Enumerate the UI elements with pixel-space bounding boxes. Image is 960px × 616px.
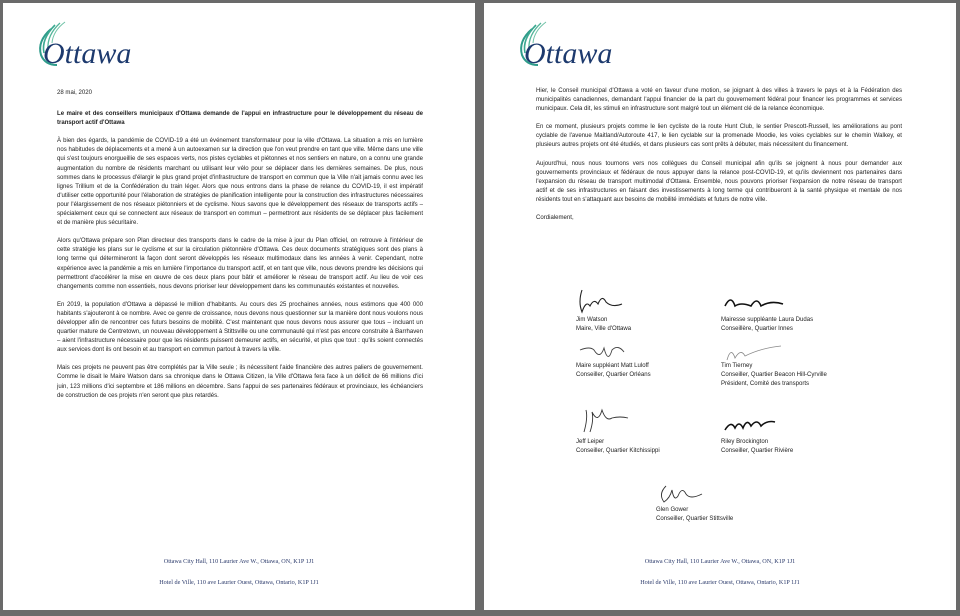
signature-block	[576, 406, 660, 456]
paragraph: Mais ces projets ne peuvent pas être complétés par la Ville seule ; ils nécessitent l'aide financière des autres paliers de gouvernement. Comme le disait le Maire Watson dans sa chronique dans le Ottawa Citizen, la Ville d'Ottawa fera face à un déficit de 66 millions d'ici juin, 123 millions d'ici septembre et 186 millions en décembre. Sans l'appui de ses partenaires fédéraux et provinciaux, les échéanciers de construction de ces projets n'en seront que plus retardés.	[57, 365, 423, 399]
signatory-name: Riley Brockington	[721, 439, 769, 445]
signature-block	[721, 288, 813, 334]
svg-text:Ottawa: Ottawa	[43, 37, 132, 69]
signatory-name: Mairesse suppléante Laura Dudas	[721, 317, 814, 323]
paragraph: À bien des égards, la pandémie de COVID-19 a été un événement transformateur pour la ville d'Ottawa. La situation a mis en lumière nos habitudes de déplacements et a mené à un autoexamen sur la direction que l'on veut prendre en tant que ville. Même dans une ville qui s'est toujours enorgueillie de ses espaces verts, nos pistes cyclables et piétonnes et nos sentiers en nature, on a connu une grande augmentation du nombre de résidents marchant ou utilisant leur vélo pour se déplacer dans les dernières semaines. De plus, nous sommes dans le processus d'élargir le plus grand projet d'infrastructure de transport en commun que la Ville n'ait jamais connu avec les lignes Trillium et de la Confédération du train léger. Alors que nous entrons dans la phase de relance du COVID-19, il est impératif d'utiliser cette opportunité pour l'élaboration de stratégies de planification intelligente pour la construction des infrastructures nécessaires pour l'élargissement de nos réseaux piétonniers et de cyclisme. Nous savons que le développement des réseaux de transports actifs – spécialement ceux qui se connectent aux réseaux de transport en commun – permettront aux résidents de se déplacer plus facilement et de manière plus sécuritaire.	[57, 138, 423, 227]
signatory-title: Président, Comité des transports	[721, 381, 810, 388]
signature-icon	[721, 288, 791, 316]
signature-icon	[721, 340, 791, 362]
ottawa-logo	[510, 21, 640, 69]
signatory-name: Glen Gower	[656, 507, 689, 513]
signatory-title: Conseiller, Quartier Stittsville	[656, 516, 734, 523]
closing: Cordialement,	[536, 215, 574, 222]
signature-icon	[576, 288, 646, 316]
footer-address-en: Ottawa City Hall, 110 Laurier Ave W., Ottawa, ON, K1P 1J1	[163, 558, 315, 565]
paragraph: Aujourd'hui, nous nous tournons vers nos collègues du Conseil municipal afin qu'ils se joignent à nous pour demander aux gouvernements provinciaux et fédéraux de nous appuyer dans la relance post-COVID-19, et qu'ils deviennent nos partenaires dans l'expansion du réseau de transport multimodal d'Ottawa. Ensemble, nous pouvons prioriser l'expansion de notre réseau de transport actif et de ses infrastructures en faisant des investissements à long terme qui contribueront à la santé physique et mentale de nos résidents tout en s'attaquant aux besoins de mobilité immédiats et futurs de notre ville.	[536, 160, 902, 203]
signature-icon	[656, 480, 726, 506]
letter-title: Le maire et des conseillers municipaux d'Ottawa demande de l'appui en infrastructure pour le développement du réseau de transport actif d'Ottawa	[57, 111, 423, 127]
signatory-name: Maire suppléant Matt Luloff	[576, 363, 649, 369]
signatory-title: Conseiller, Quartier Beacon Hill-Cyrville	[721, 372, 827, 379]
ottawa-logo	[29, 21, 159, 69]
footer-address-fr: Hotel de Ville, 110 ave Laurier Ouest, Ottawa, Ontario, K1P 1J1	[640, 579, 800, 586]
signatory-title: Conseiller, Quartier Kitchissippi	[576, 448, 660, 455]
ottawa-swoosh-icon	[510, 21, 640, 69]
signature-icon	[576, 340, 646, 362]
paragraph: Alors qu'Ottawa prépare son Plan directeur des transports dans le cadre de la mise à jour du Plan officiel, on retrouve à l'intérieur de cette stratégie les plans sur le cyclisme et sur la circulation piétonnière d'Ottawa. Ces deux documents stratégiques sont des plans à long terme qui détermineront la façon dont seront développés les réseaux multimodaux dans les années à venir. Cependant, notre expérience avec la pandémie a mis en lumière l'importance du transport actif, et en tant que ville, nous devons prendre les décisions qui permettront d'accélérer la mise en œuvre de ces deux plans pour bâtir et améliorer le réseau de transport actif. Au lieu de voir ces changements comme non essentiels, nous devons prioriser leur développement dans les communautés existantes et nouvelles.	[57, 238, 423, 290]
signatory-title: Conseillère, Quartier Innes	[721, 326, 793, 333]
signature-block	[656, 480, 733, 524]
letter-page-2	[484, 3, 956, 610]
paragraph: En ce moment, plusieurs projets comme le lien cycliste de la route Hunt Club, le sentier Prescott-Russell, les améliorations au pont cyclable de l'avenue Maitland/Autoroute 417, le lien cyclable sur la promenade Moodie, les voies cyclables sur le chemin Walkey, et plusieurs autres projets ont été étudiés, et dans plusieurs cas sont prêts à débuter, mais nécessitent du financement.	[536, 124, 902, 149]
signatory-name: Jeff Leiper	[576, 439, 605, 445]
svg-text:Ottawa: Ottawa	[524, 37, 613, 69]
footer-address-fr: Hotel de Ville, 110 ave Laurier Ouest, Ottawa, Ontario, K1P 1J1	[159, 579, 319, 586]
signature-block	[721, 412, 793, 456]
ottawa-swoosh-icon	[29, 21, 159, 69]
signature-icon	[576, 406, 646, 438]
signature-block	[576, 340, 651, 380]
signatory-name: Tim Tierney	[721, 363, 753, 369]
letter-body	[536, 87, 902, 243]
signatory-title: Conseiller, Quartier Rivière	[721, 448, 794, 455]
letter-page-1	[3, 3, 475, 610]
letter-date: 28 mai, 2020	[57, 90, 92, 96]
letter-body	[57, 89, 423, 410]
signature-block	[721, 340, 827, 389]
paragraph: Hier, le Conseil municipal d'Ottawa a voté en faveur d'une motion, se joignant à des villes à travers le pays et à la Fédération des municipalités canadiennes, demandant l'appui financier de la part du gouvernement fédéral pour financer les programmes et services municipaux. Cela dit, les stimuli en infrastructure sont malgré tout un élément clé de la relance économique.	[536, 88, 902, 113]
signature-block	[576, 288, 646, 334]
signature-icon	[721, 412, 791, 438]
footer-address-en: Ottawa City Hall, 110 Laurier Ave W., Ottawa, ON, K1P 1J1	[644, 558, 796, 565]
signatory-title: Maire, Ville d'Ottawa	[576, 326, 632, 333]
paragraph: En 2019, la population d'Ottawa a dépassé le million d'habitants. Au cours des 25 prochaines années, nous estimons que 400 000 habitants s'ajouteront à ce nombre. Avec ce genre de croissance, nous devons nous questionner sur la manière dont nous voulons nous développer afin de rencontrer ces futurs besoins de mobilité. C'est maintenant que nous devons nous assurer que tous – incluant un quartier mature de Centretown, un nouveau développement à Stittsville ou une communauté qui n'est pas encore construite à Barrhaven – aient l'infrastructure nécessaire pour que les résidents puissent demeurer actifs, en sécurité, et plus que tout : qu'ils soient connectés aux services dont ils ont besoin et au transport en commun partout à travers la ville.	[57, 301, 423, 354]
signatory-name: Jim Watson	[576, 317, 608, 323]
signatory-title: Conseiller, Quartier Orléans	[576, 372, 651, 379]
